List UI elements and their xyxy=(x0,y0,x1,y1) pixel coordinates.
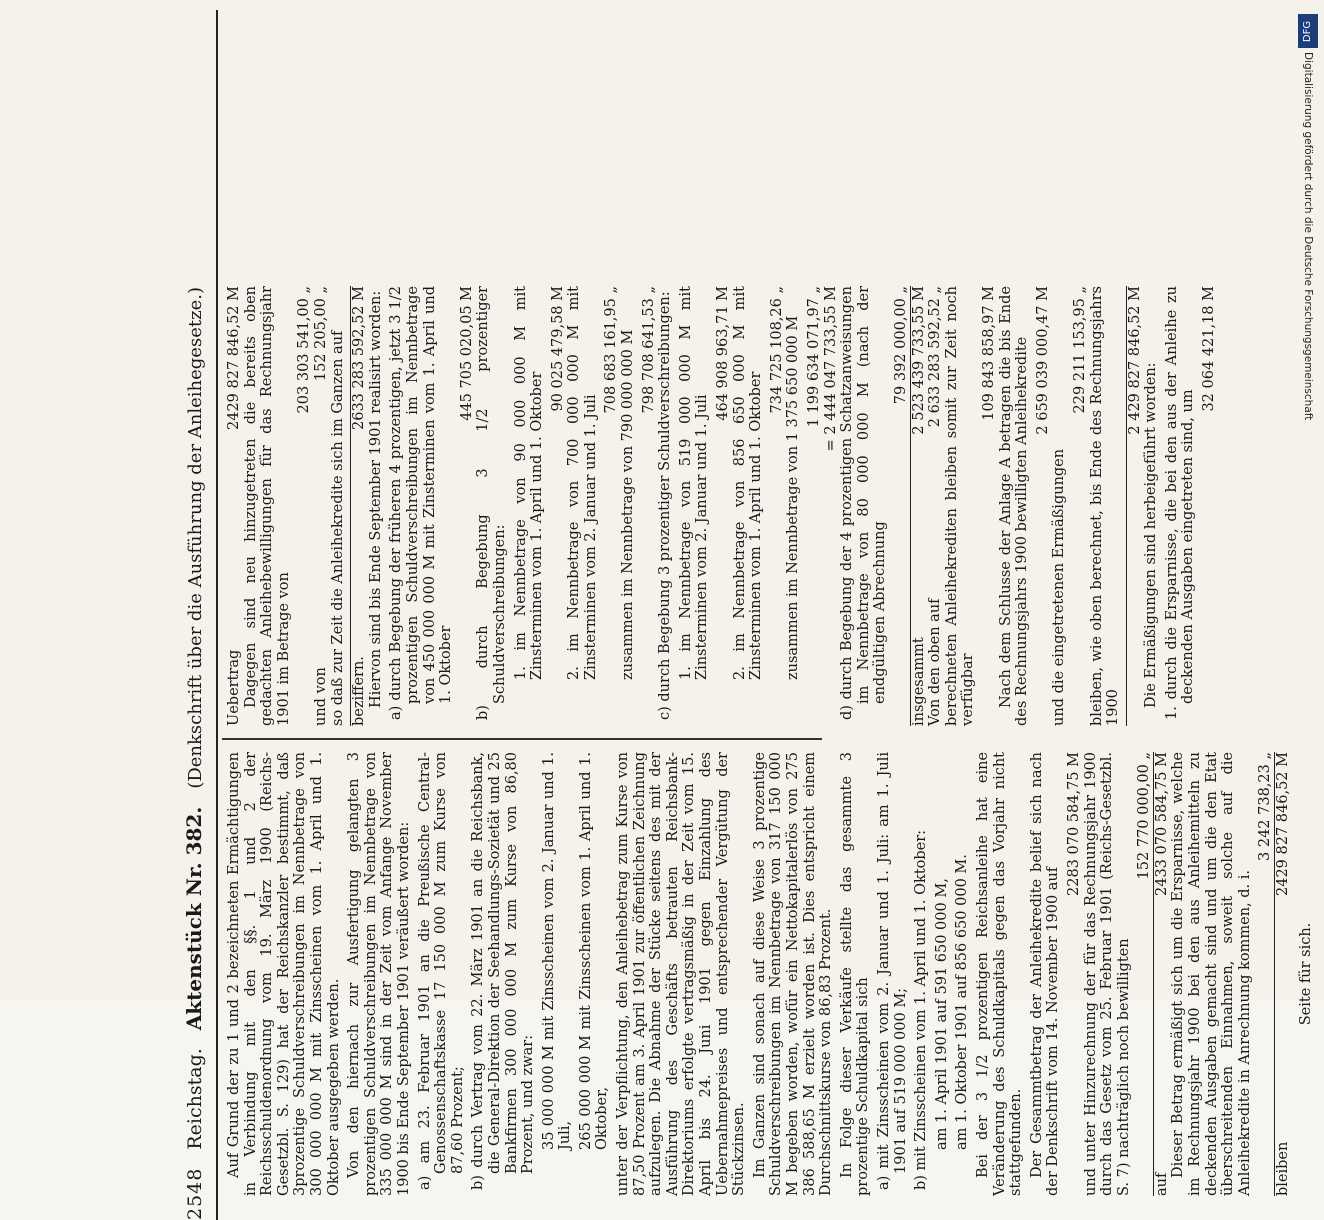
amount: 2 633 283 592,52 „ xyxy=(927,286,944,428)
paragraph: Bei der 3 1/2 prozentigen Reichsanleihe hat eine Veränderung des Schuldkapitals gegen das Vorjahr nicht stattgefunden. xyxy=(974,752,1025,1196)
amount: 109 843 858,97 M xyxy=(980,286,997,421)
paragraph: Von den hiernach zur Ausfertigung gelangten 3 prozentigen Schuldverschreibungen im Nennbetrage von 335 000 000 M sind in der Zeit vom Anfange November 1900 bis Ende September 1901 veräußert worden: xyxy=(346,752,412,1196)
paragraph: Die Ermäßigungen sind herbeigeführt worden: xyxy=(1143,362,1160,708)
page-footer-note: Seite für sich. xyxy=(1297,922,1314,1026)
paragraph: unter der Verpflichtung, den Anleihebetrag zum Kurse von 87,50 Prozent am 3. April 1901 zur öffentlichen Zeichnung aufzulegen. Die Abnahme der Stücke seitens des mit der Ausführung des Geschäfts betrauten Reichsbank-Direktoriums erfolgte vertragsmäßig in der Zeit vom 15. April bis 24. Juni 1901 gegen Einzahlung des Uebernahmepreises und entsprechender Vergütung der Stückzinsen. xyxy=(615,752,748,1196)
middle-column xyxy=(226,286,1218,726)
amount-row xyxy=(459,286,476,726)
amount: 2429 827 846,52 M xyxy=(226,286,242,430)
dfg-logo-text: DFG xyxy=(1302,20,1314,42)
amount-row xyxy=(806,286,823,726)
sum-row xyxy=(910,286,928,726)
amount: 3 242 738,23 „ xyxy=(1257,752,1274,861)
amount: 798 708 641,53 „ xyxy=(640,286,657,414)
dfg-logo xyxy=(1298,14,1318,48)
amount: 90 025 479,58 M xyxy=(549,286,566,412)
paragraph: berechneten Anleihekrediten bleiben somit zur Zeit noch verfügbar xyxy=(943,286,977,726)
document-title: Aktenstück Nr. 382. xyxy=(182,806,206,1031)
paragraph: In Folge dieser Verkäufe stellte das gesammte 3 prozentige Schuldkapital sich xyxy=(838,752,872,1196)
amount-row xyxy=(927,286,944,726)
amount: 152 770 000,00 „ xyxy=(1136,752,1153,880)
row-label: insgesammt xyxy=(910,637,927,726)
row-label: beziffern. xyxy=(351,656,368,726)
amount: 445 705 020,05 M xyxy=(458,286,475,421)
paragraph: und unter Hinzurechnung der für das Rechnungsjahr 1900 durch das Gesetz vom 25. Februar 1901 (Reichs-Gesetzbl. S. 7) nachträglich noch bewilligten xyxy=(1082,752,1132,1196)
amount: = 2 444 047 733,55 M xyxy=(822,286,839,452)
amount: 203 303 541,00 „ xyxy=(296,286,313,414)
list-item: c) durch Begebung 3 prozentiger Schuldverschreibungen: xyxy=(657,291,674,720)
page-number: 2548 xyxy=(184,1167,206,1220)
amount-row xyxy=(1072,286,1089,726)
sum-label: bleiben xyxy=(1275,1141,1292,1196)
sum-row xyxy=(350,286,368,726)
paragraph: Dieser Betrag ermäßigt sich um die Ersparnisse, welche im Rechnungsjahr 1900 bei den aus Anleihemitteln zu deckenden Ausgaben gemacht sind und um die den Etat überschreitenden Einnahmen, soweit solche auf die Anleihekredite in Anrechnung kommen, d. i. xyxy=(1170,752,1253,1196)
amount: 2433 070 584,75 M xyxy=(1153,752,1170,896)
amount-row xyxy=(981,286,998,726)
amount-row xyxy=(715,286,732,726)
amount: 79 392 000,00 „ xyxy=(892,286,909,405)
amount: 229 211 153,95 „ xyxy=(1071,286,1088,414)
list-item: b) mit Zinsscheinen vom 1. April und 1. Oktober: xyxy=(913,829,930,1190)
sum-row xyxy=(1153,752,1171,1196)
amount-row xyxy=(893,286,910,726)
amount: 1 199 634 071,97 „ xyxy=(806,286,822,428)
list-item: b) durch Begebung 3 1/2 prozentiger Schuldverschreibungen: xyxy=(475,286,508,720)
carryover-row xyxy=(226,286,243,726)
list-subitem: am 1. April 1901 auf 591 650 000 M, xyxy=(933,878,950,1150)
row-label: Von den oben auf xyxy=(927,598,944,726)
amount-row xyxy=(296,286,313,726)
list-item: b) durch Vertrag vom 22. März 1901 an die Reichsbank, die General-Direktion der Seehandlungs-Sozietät und 25 Bankfirmen 300 000 000 M zum Kurse von 86,80 Prozent, und zwar: xyxy=(470,752,537,1190)
amount: 2283 070 584,75 M xyxy=(1065,752,1082,896)
sum-row xyxy=(1274,752,1292,1196)
amount-row xyxy=(1035,286,1052,726)
amount: 2429 827 846,52 M xyxy=(1275,752,1292,896)
amount: 708 683 161,95 „ xyxy=(603,286,620,414)
list-item: d) durch Begebung der 4 prozentigen Schatzanweisungen im Nennbetrage von 80 000 000 M (nach der endgültigen Abrechnung xyxy=(839,286,889,720)
amount: 2 523 439 733,55 M xyxy=(910,286,927,435)
document-subtitle: (Denkschrift über die Ausführung der Anleihegesetze.) xyxy=(185,287,206,789)
digitization-watermark xyxy=(1296,8,1320,992)
amount-row xyxy=(603,286,620,726)
amount: 152 205,00 „ xyxy=(312,286,329,382)
paragraph: Auf Grund der zu 1 und 2 bezeichneten Ermächtigungen in Verbindung mit den §§. 1 und 2 der Reichsschuldenordnung vom 19. März 1900 (Reichs-Gesetzbl. S. 129) hat der Reichskanzler bestimmt, daß 3prozentige Schuldverschreibungen im Nennbetrage von 300 000 000 M mit Zinsscheinen vom 1. April und 1. Oktober ausgegeben werden. xyxy=(226,752,342,1196)
amount-row xyxy=(550,286,567,726)
amount: 2633 283 592,52 M xyxy=(351,286,368,430)
paragraph: Dagegen sind neu hinzugetreten die bereits oben gedachten Anleihebewilligungen für das Rechnungsjahr 1901 im Betrage von xyxy=(242,286,292,726)
list-subitem: 2. im Nennbetrage von 856 650 000 M mit Zinsterminen vom 1. April und 1. Oktober xyxy=(731,286,765,680)
amount-row xyxy=(313,286,330,726)
paragraph: Hiervon sind bis Ende September 1901 realisirt worden: xyxy=(367,290,384,708)
paragraph: Der Gesammtbetrag der Anleihekredite belief sich nach der Denkschrift vom 14. November 1900 auf xyxy=(1028,752,1062,1196)
amount-row xyxy=(641,286,658,726)
carryover-label: Uebertrag xyxy=(226,649,242,726)
paragraph: Im Ganzen sind sonach auf diese Weise 3 prozentige Schuldverschreibungen im Nennbetrage von 317 150 000 M begeben worden, wofür ein Nettokapitalerlös von 275 386 588,65 M erzielt worden ist. Dies entspricht einem Durchschnittskurse von 86,83 Prozent. xyxy=(751,752,835,1196)
list-item: a) mit Zinsscheinen vom 2. Januar und 1. Juli: am 1. Juli 1901 auf 519 000 000 M; xyxy=(875,752,909,1190)
list-item: 1. durch die Ersparnisse, die bei den aus der Anleihe zu deckenden Ausgaben eingetreten sind, um xyxy=(1163,286,1197,720)
sum-label: auf xyxy=(1153,1172,1170,1196)
paragraph: und die eingetretenen Ermäßigungen xyxy=(1051,448,1068,726)
list-subitem: 265 000 000 M mit Zinsscheinen vom 1. April und 1. Oktober, xyxy=(577,752,611,1150)
amount-row xyxy=(1136,752,1153,1196)
list-subitem: 1. im Nennbetrage von 90 000 000 M mit Zinsterminen vom 1. April und 1. Oktober xyxy=(512,286,546,680)
list-subitem: am 1. Oktober 1901 auf 856 650 000 M. xyxy=(954,854,971,1150)
amount-row xyxy=(823,286,840,726)
sum-row xyxy=(1126,286,1144,726)
amount-row xyxy=(1257,752,1274,1196)
amount-row xyxy=(1066,752,1083,1196)
column-divider xyxy=(222,738,822,740)
subtotal-text: zusammen im Nennbetrage von 1 375 650 000 M xyxy=(785,315,802,680)
subtotal-text: zusammen im Nennbetrage von 790 000 000 M xyxy=(620,329,637,680)
page-header xyxy=(182,0,218,1220)
left-column xyxy=(226,752,1320,1196)
source-label: Reichstag. xyxy=(184,1048,206,1150)
watermark-text: Digitalisierung gefördert durch die Deutsche Forschungsgemeinschaft xyxy=(1302,52,1314,421)
header-rule xyxy=(216,10,218,1220)
row-label: und von xyxy=(312,667,329,726)
amount: 32 064 421,18 M xyxy=(1201,286,1218,412)
amount: 734 725 108,26 „ xyxy=(768,286,785,414)
paragraph: Nach dem Schlusse der Anlage A betragen die bis Ende des Rechnungsjahrs 1900 bewilligten Anleihekredite xyxy=(997,286,1031,726)
list-subitem: 35 000 000 M mit Zinsscheinen vom 2. Januar und 1. Juli, xyxy=(540,752,574,1150)
paragraph: bleiben, wie oben berechnet, bis Ende des Rechnungsjahrs 1900 xyxy=(1088,286,1122,726)
list-subitem: 2. im Nennbetrage von 700 000 000 M mit Zinsterminen vom 2. Januar und 1. Juli xyxy=(566,286,599,680)
amount-row xyxy=(1201,286,1218,726)
list-item: a) durch Begebung der früheren 4 prozentigen, jetzt 3 1/2 prozentigen Schuldverschreibungen im Nennbetrage von 450 000 000 M mit Zinsterminen vom 1. April und 1. Oktober xyxy=(388,286,455,720)
amount: 2 659 039 000,47 M xyxy=(1034,286,1051,435)
amount-row xyxy=(769,286,786,726)
list-subitem: 1. im Nennbetrage von 519 000 000 M mit Zinsterminen vom 2. Januar und 1. Juli xyxy=(677,286,711,680)
paragraph: so daß zur Zeit die Anleihekredite sich im Ganzen auf xyxy=(329,330,346,726)
amount: 464 908 963,71 M xyxy=(715,286,732,421)
amount: 2 429 827 846,52 M xyxy=(1126,286,1143,435)
list-item: a) am 23. Februar 1901 an die Preußische Central-Genossenschaftskasse 17 150 000 M zum Kurse von 87,60 Prozent; xyxy=(416,752,466,1190)
